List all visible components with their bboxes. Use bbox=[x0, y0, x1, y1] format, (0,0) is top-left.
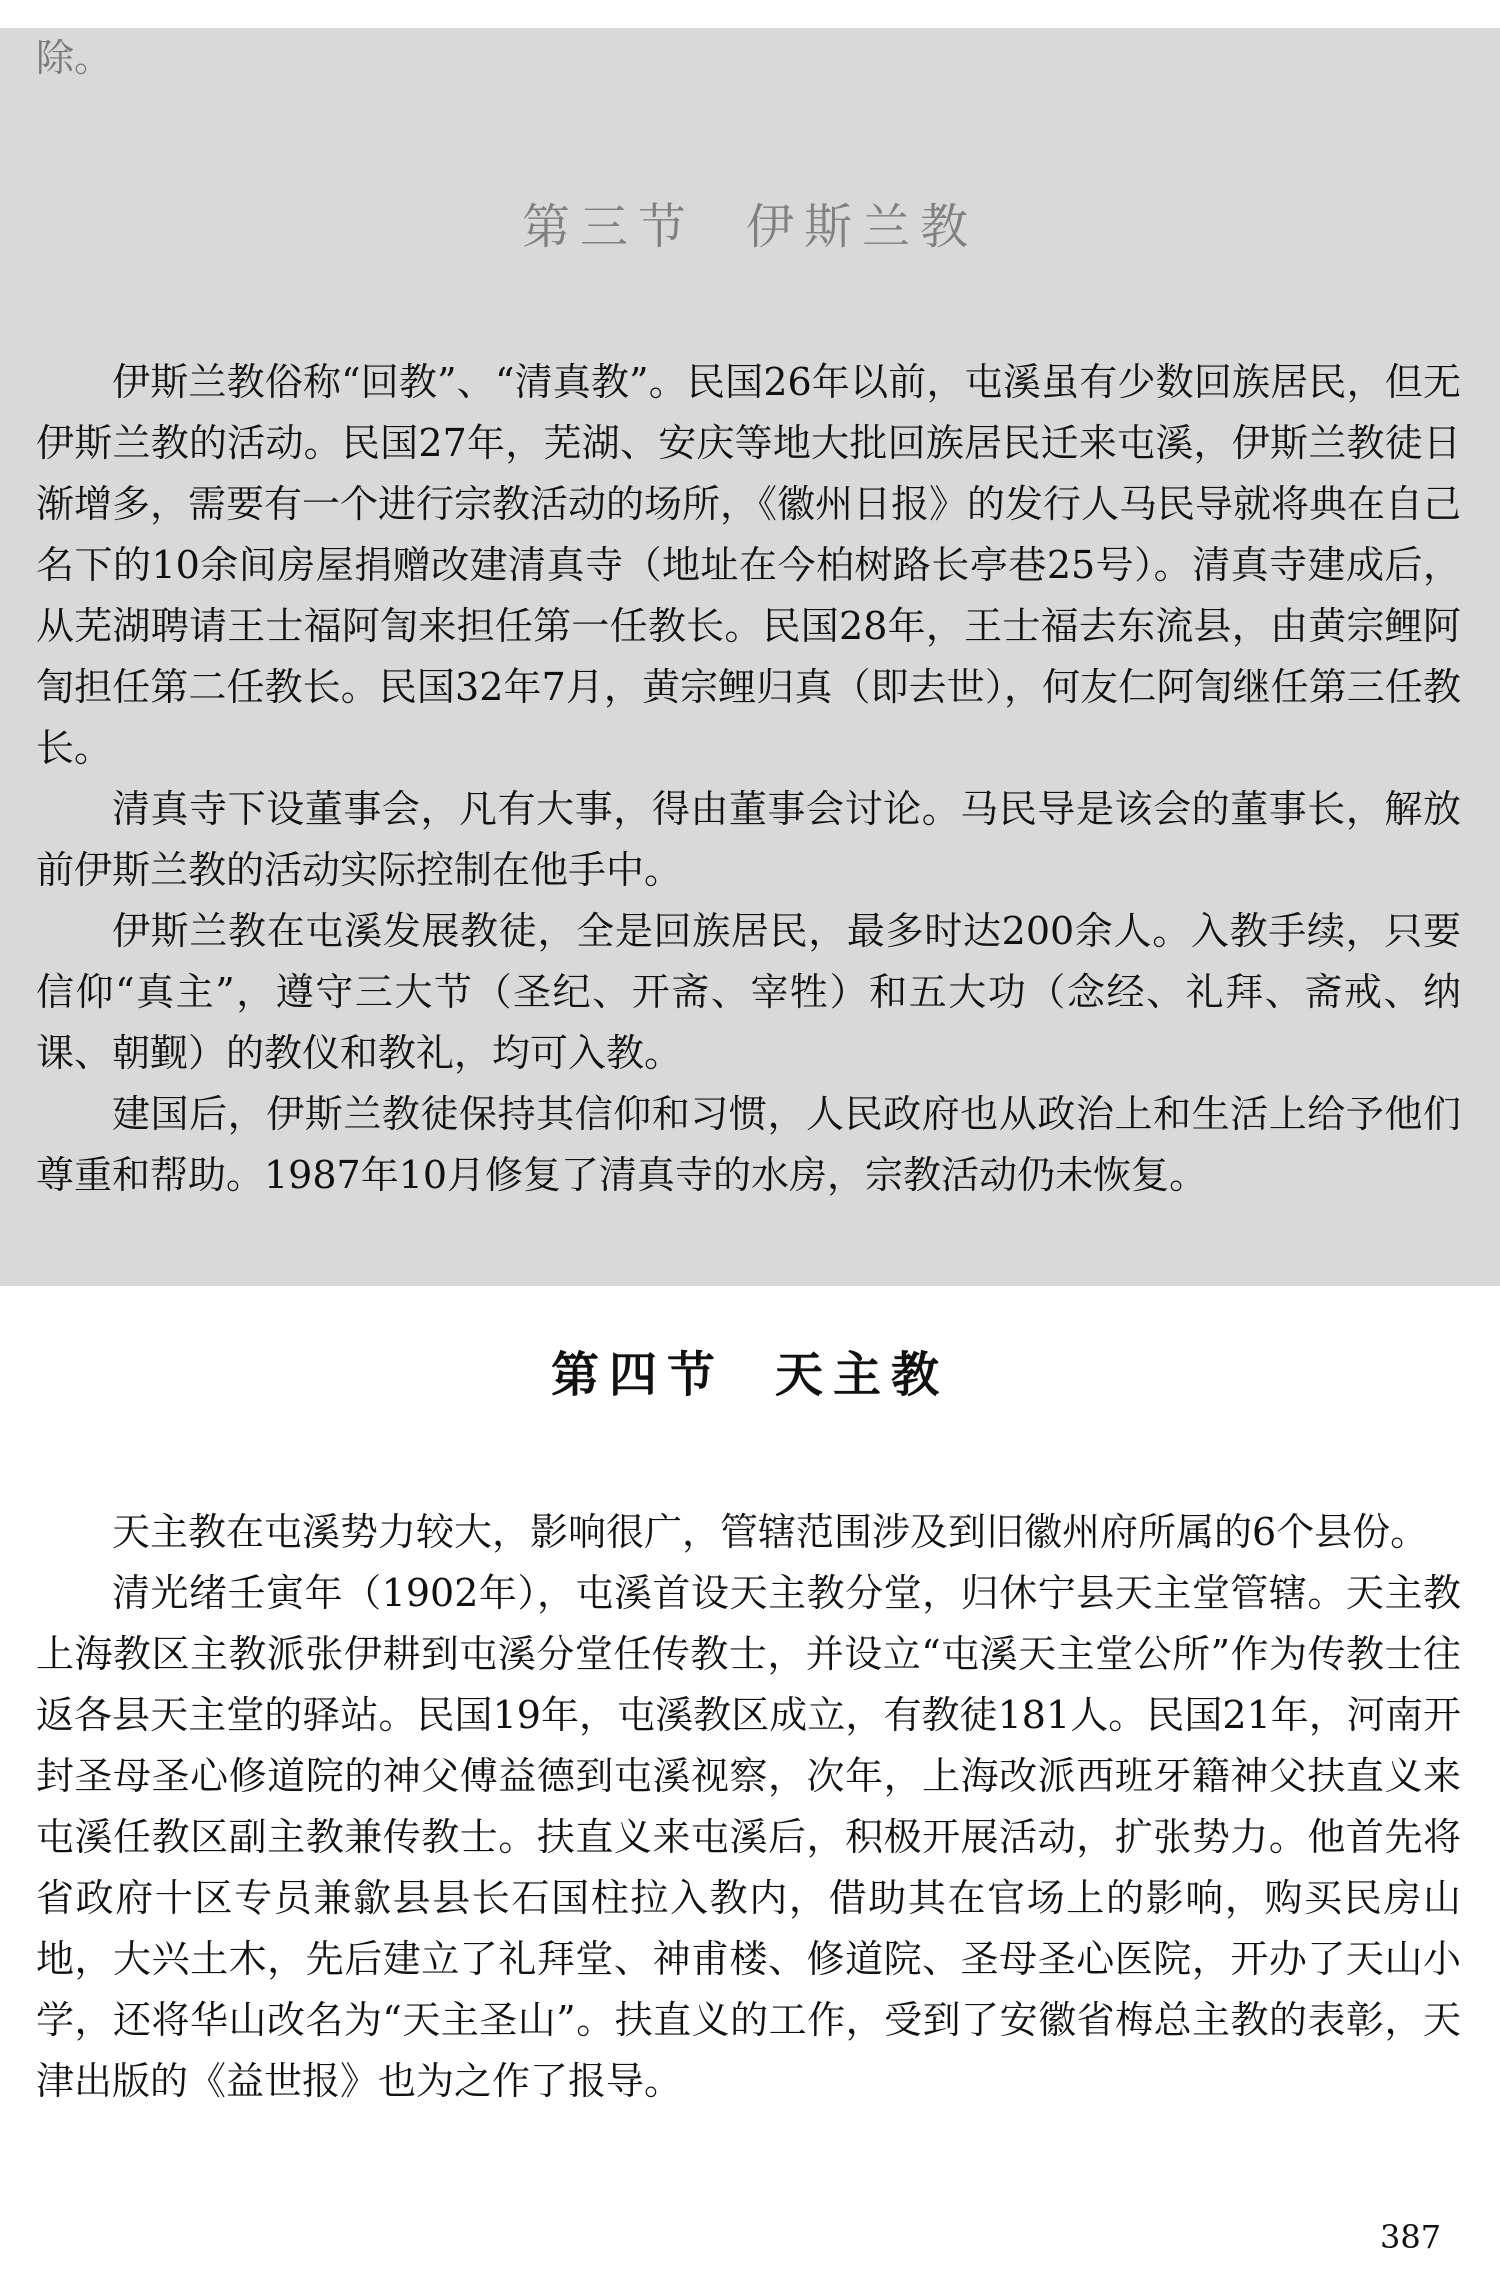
section-3-heading bbox=[0, 188, 1500, 257]
section-4-number: 第四节 bbox=[550, 1347, 725, 1403]
page-number: 387 bbox=[1380, 2218, 1442, 2256]
section-3-body bbox=[36, 352, 1461, 1206]
section-3-paragraph-4: 建国后，伊斯兰教徒保持其信仰和习惯，人民政府也从政治上和生活上给予他们尊重和帮助。1987年10月修复了清真寺的水房，宗教活动仍未恢复。 bbox=[36, 1092, 1461, 1197]
section-4-body bbox=[36, 1502, 1461, 2112]
continuation-text: 除。 bbox=[36, 36, 113, 80]
section-3-name: 伊斯兰教 bbox=[746, 199, 979, 255]
section-3-number: 第三节 bbox=[521, 199, 696, 255]
section-4-name: 天主教 bbox=[775, 1347, 950, 1403]
section-4-paragraph-2: 清光绪壬寅年（1902年），屯溪首设天主教分堂，归休宁县天主堂管辖。天主教上海教区主教派张伊耕到屯溪分堂任传教士，并设立“屯溪天主堂公所”作为传教士往返各县天主堂的驿站。民国19年，屯溪教区成立，有教徒181人。民国21年，河南开封圣母圣心修道院的神父傅益德到屯溪视察，次年，上海改派西班牙籍神父扶直义来屯溪任教区副主教兼传教士。扶直义来屯溪后，积极开展活动，扩张势力。他首先将省政府十区专员兼歙县县长石国柱拉入教内，借助其在官场上的影响，购买民房山地，大兴土木，先后建立了礼拜堂、神甫楼、修道院、圣母圣心医院，开办了天山小学，还将华山改名为“天主圣山”。扶直义的工作，受到了安徽省梅总主教的表彰，天津出版的《益世报》也为之作了报导。 bbox=[36, 1571, 1461, 2103]
section-3-paragraph-2: 清真寺下设董事会，凡有大事，得由董事会讨论。马民导是该会的董事长，解放前伊斯兰教的活动实际控制在他手中。 bbox=[36, 787, 1461, 892]
section-3-paragraph-1: 伊斯兰教俗称“回教”、“清真教”。民国26年以前，屯溪虽有少数回族居民，但无伊斯兰教的活动。民国27年，芜湖、安庆等地大批回族居民迁来屯溪，伊斯兰教徒日渐增多，需要有一个进行宗教活动的场所，《徽州日报》的发行人马民导就将典在自己名下的10余间房屋捐赠改建清真寺（地址在今柏树路长亭巷25号）。清真寺建成后，从芜湖聘请王士福阿訇来担任第一任教长。民国28年，王士福去东流县，由黄宗鲤阿訇担任第二任教长。民国32年7月，黄宗鲤归真（即去世），何友仁阿訇继任第三任教长。 bbox=[36, 360, 1462, 770]
section-4-heading bbox=[0, 1336, 1500, 1405]
section-3-paragraph-3: 伊斯兰教在屯溪发展教徒，全是回族居民，最多时达200余人。入教手续，只要信仰“真主”，遵守三大节（圣纪、开斋、宰牲）和五大功（念经、礼拜、斋戒、纳课、朝觐）的教仪和教礼，均可入教。 bbox=[36, 909, 1461, 1075]
section-4-paragraph-1: 天主教在屯溪势力较大，影响很广，管辖范围涉及到旧徽州府所属的6个县份。 bbox=[112, 1510, 1429, 1554]
